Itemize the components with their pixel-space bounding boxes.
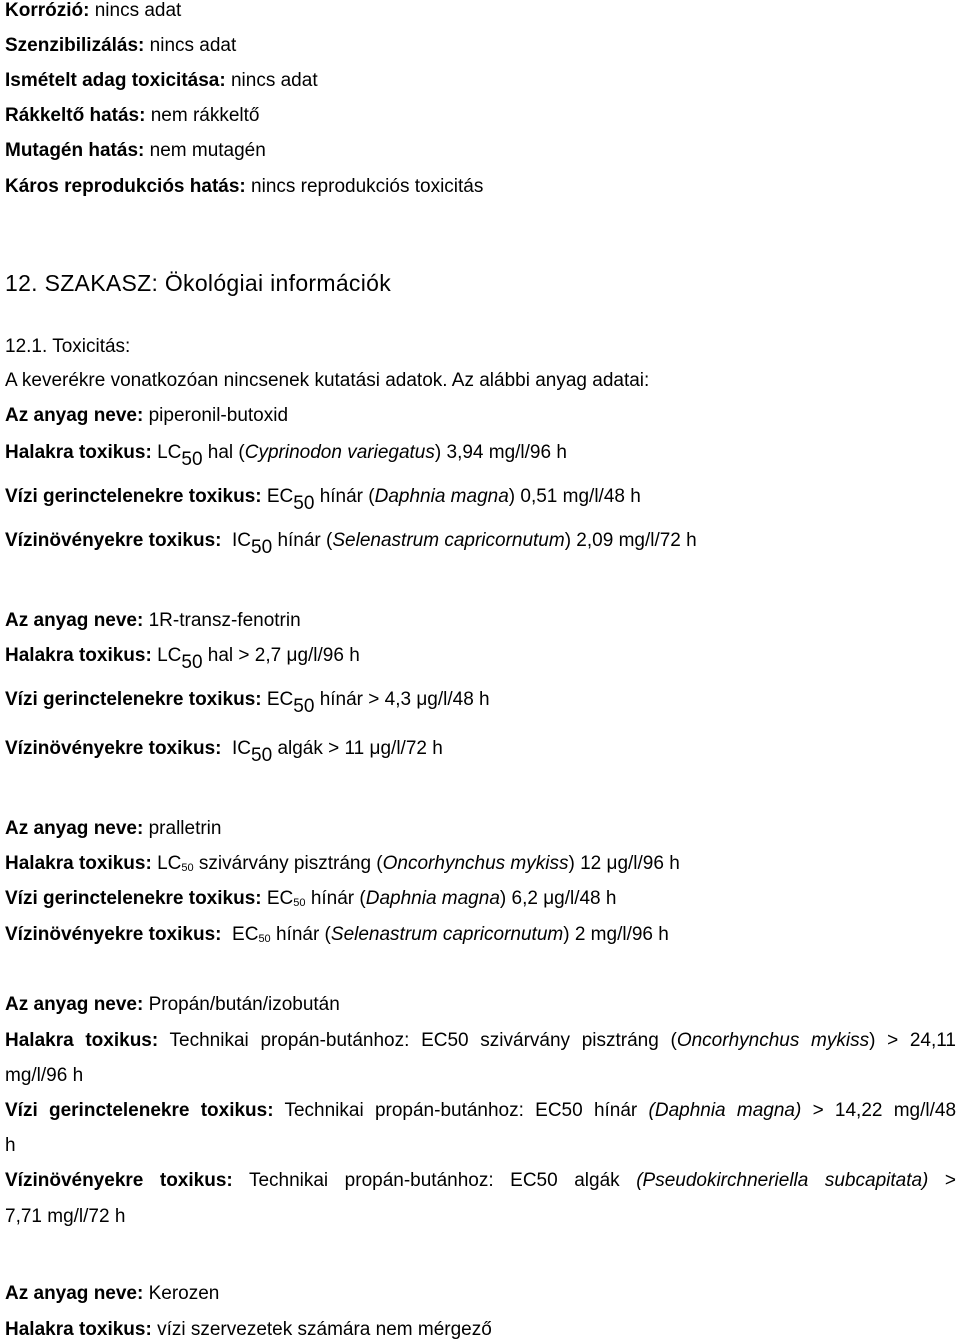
plant-toxicity-line: Vízinövényekre toxikus: EC50 hínár (Selenastrum capricornutum) 2 mg/l/96 h — [5, 924, 669, 945]
fish-label: Halakra toxikus: — [5, 442, 152, 463]
hazard-value: nincs adat — [149, 35, 237, 56]
species-name: Oncorhynchus mykiss — [676, 1030, 870, 1051]
subscript-50: 50 — [258, 933, 271, 945]
invertebrate-toxicity-line: Vízi gerinctelenekre toxikus: Technikai propán-butánhoz: EC50 hínár (Daphnia magna) > 14,22 mg/l/48 — [5, 1100, 957, 1121]
hazard-label: Káros reprodukciós hatás: — [5, 176, 246, 197]
subscript-50: 50 — [251, 745, 273, 766]
intro-text: A keverékre vonatkozóan nincsenek kutatási adatok. Az alábbi anyag adatai: — [5, 370, 650, 391]
species-name: Selenastrum capricornutum — [330, 924, 564, 945]
plant-toxicity-line: Vízinövényekre toxikus: IC50 algák > 11 μg/l/72 h — [5, 738, 443, 766]
fish-label: Halakra toxikus: — [5, 1030, 159, 1051]
plant-label: Vízinövényekre toxikus: — [5, 1170, 233, 1191]
name-label: Az anyag neve: — [5, 405, 144, 426]
substance-name-line — [5, 1283, 956, 1305]
substance-name: Propán/bután/izobután — [148, 994, 340, 1015]
hazard-line-reproductive — [5, 176, 956, 198]
subscript-50: 50 — [293, 493, 315, 514]
hazard-value: nincs adat — [230, 70, 318, 91]
subscript-50: 50 — [181, 652, 203, 673]
hazard-value: nem mutagén — [149, 140, 266, 161]
fish-toxicity-line: Halakra toxikus: LC50 szivárvány pisztráng (Oncorhynchus mykiss) 12 μg/l/96 h — [5, 853, 680, 874]
subscript-50: 50 — [181, 862, 194, 874]
hazard-label: Rákkeltő hatás: — [5, 105, 146, 126]
hazard-line-repeated-dose — [5, 70, 956, 92]
hazard-label: Ismételt adag toxicitása: — [5, 70, 226, 91]
name-label: Az anyag neve: — [5, 818, 144, 839]
fish-label: Halakra toxikus: — [5, 853, 152, 874]
hazard-value: nincs reprodukciós toxicitás — [251, 176, 484, 197]
plant-toxicity-continuation: 7,71 mg/l/72 h — [5, 1206, 126, 1227]
invertebrate-label: Vízi gerinctelenekre toxikus: — [5, 486, 262, 507]
hazard-line-carcinogenic — [5, 105, 956, 127]
hazard-line-mutagenic — [5, 140, 956, 162]
fish-toxicity-line: Halakra toxikus: LC50 hal > 2,7 μg/l/96 h — [5, 645, 360, 673]
fish-label: Halakra toxikus: — [5, 645, 152, 666]
fish-toxicity-line: Halakra toxikus: LC50 hal (Cyprinodon variegatus) 3,94 mg/l/96 h — [5, 442, 567, 470]
species-name: (Pseudokirchneriella subcapitata) — [636, 1170, 929, 1191]
invertebrate-toxicity-continuation: h — [5, 1135, 16, 1156]
plant-label: Vízinövényekre toxikus: — [5, 738, 222, 759]
subscript-50: 50 — [293, 897, 306, 909]
name-label: Az anyag neve: — [5, 994, 144, 1015]
subsection-title: 12.1. Toxicitás: — [5, 336, 131, 357]
subscript-50: 50 — [251, 537, 273, 558]
fish-toxicity-continuation: mg/l/96 h — [5, 1065, 84, 1086]
hazard-line-corrosion — [5, 0, 956, 22]
subscript-50: 50 — [293, 696, 315, 717]
species-name: Cyprinodon variegatus — [244, 442, 435, 463]
hazard-label: Korrózió: — [5, 0, 90, 21]
hazard-label: Mutagén hatás: — [5, 140, 145, 161]
invertebrate-toxicity-line: Vízi gerinctelenekre toxikus: EC50 hínár (Daphnia magna) 0,51 mg/l/48 h — [5, 486, 641, 514]
substance-name-line — [5, 994, 956, 1016]
substance-name: Kerozen — [148, 1283, 220, 1304]
hazard-line-sensitization — [5, 35, 956, 57]
substance-name-line — [5, 405, 956, 427]
plant-label: Vízinövényekre toxikus: — [5, 924, 222, 945]
species-name: Oncorhynchus mykiss — [382, 853, 569, 874]
name-label: Az anyag neve: — [5, 610, 144, 631]
name-label: Az anyag neve: — [5, 1283, 144, 1304]
fish-toxicity-line: Halakra toxikus: Technikai propán-butánhoz: EC50 szivárvány pisztráng (Oncorhynchus mykiss) > 24,11 — [5, 1030, 957, 1051]
species-name: Daphnia magna — [365, 888, 500, 909]
invertebrate-label: Vízi gerinctelenekre toxikus: — [5, 1100, 274, 1121]
invertebrate-label: Vízi gerinctelenekre toxikus: — [5, 689, 262, 710]
species-name: Daphnia magna — [374, 486, 509, 507]
substance-name: 1R-transz-fenotrin — [148, 610, 301, 631]
hazard-label: Szenzibilizálás: — [5, 35, 145, 56]
substance-name: piperonil-butoxid — [148, 405, 289, 426]
plant-toxicity-line: Vízinövényekre toxikus: Technikai propán-butánhoz: EC50 algák (Pseudokirchneriella subcapitata) > — [5, 1170, 957, 1191]
substance-name: pralletrin — [148, 818, 222, 839]
subscript-50: 50 — [181, 449, 203, 470]
substance-name-line — [5, 818, 956, 840]
species-name: (Daphnia magna) — [648, 1100, 802, 1121]
substance-name-line — [5, 610, 956, 632]
hazard-value: nem rákkeltő — [150, 105, 260, 126]
fish-toxicity-line: Halakra toxikus: vízi szervezetek számára nem mérgező — [5, 1319, 492, 1340]
plant-label: Vízinövényekre toxikus: — [5, 530, 222, 551]
fish-label: Halakra toxikus: — [5, 1319, 152, 1340]
plant-toxicity-line: Vízinövényekre toxikus: IC50 hínár (Selenastrum capricornutum) 2,09 mg/l/72 h — [5, 530, 697, 558]
section-title: 12. SZAKASZ: Ökológiai információk — [5, 270, 392, 296]
hazard-value: nincs adat — [94, 0, 182, 21]
species-name: Selenastrum capricornutum — [332, 530, 565, 551]
invertebrate-toxicity-line: Vízi gerinctelenekre toxikus: EC50 hínár (Daphnia magna) 6,2 μg/l/48 h — [5, 888, 617, 909]
invertebrate-label: Vízi gerinctelenekre toxikus: — [5, 888, 262, 909]
invertebrate-toxicity-line: Vízi gerinctelenekre toxikus: EC50 hínár > 4,3 μg/l/48 h — [5, 689, 490, 717]
